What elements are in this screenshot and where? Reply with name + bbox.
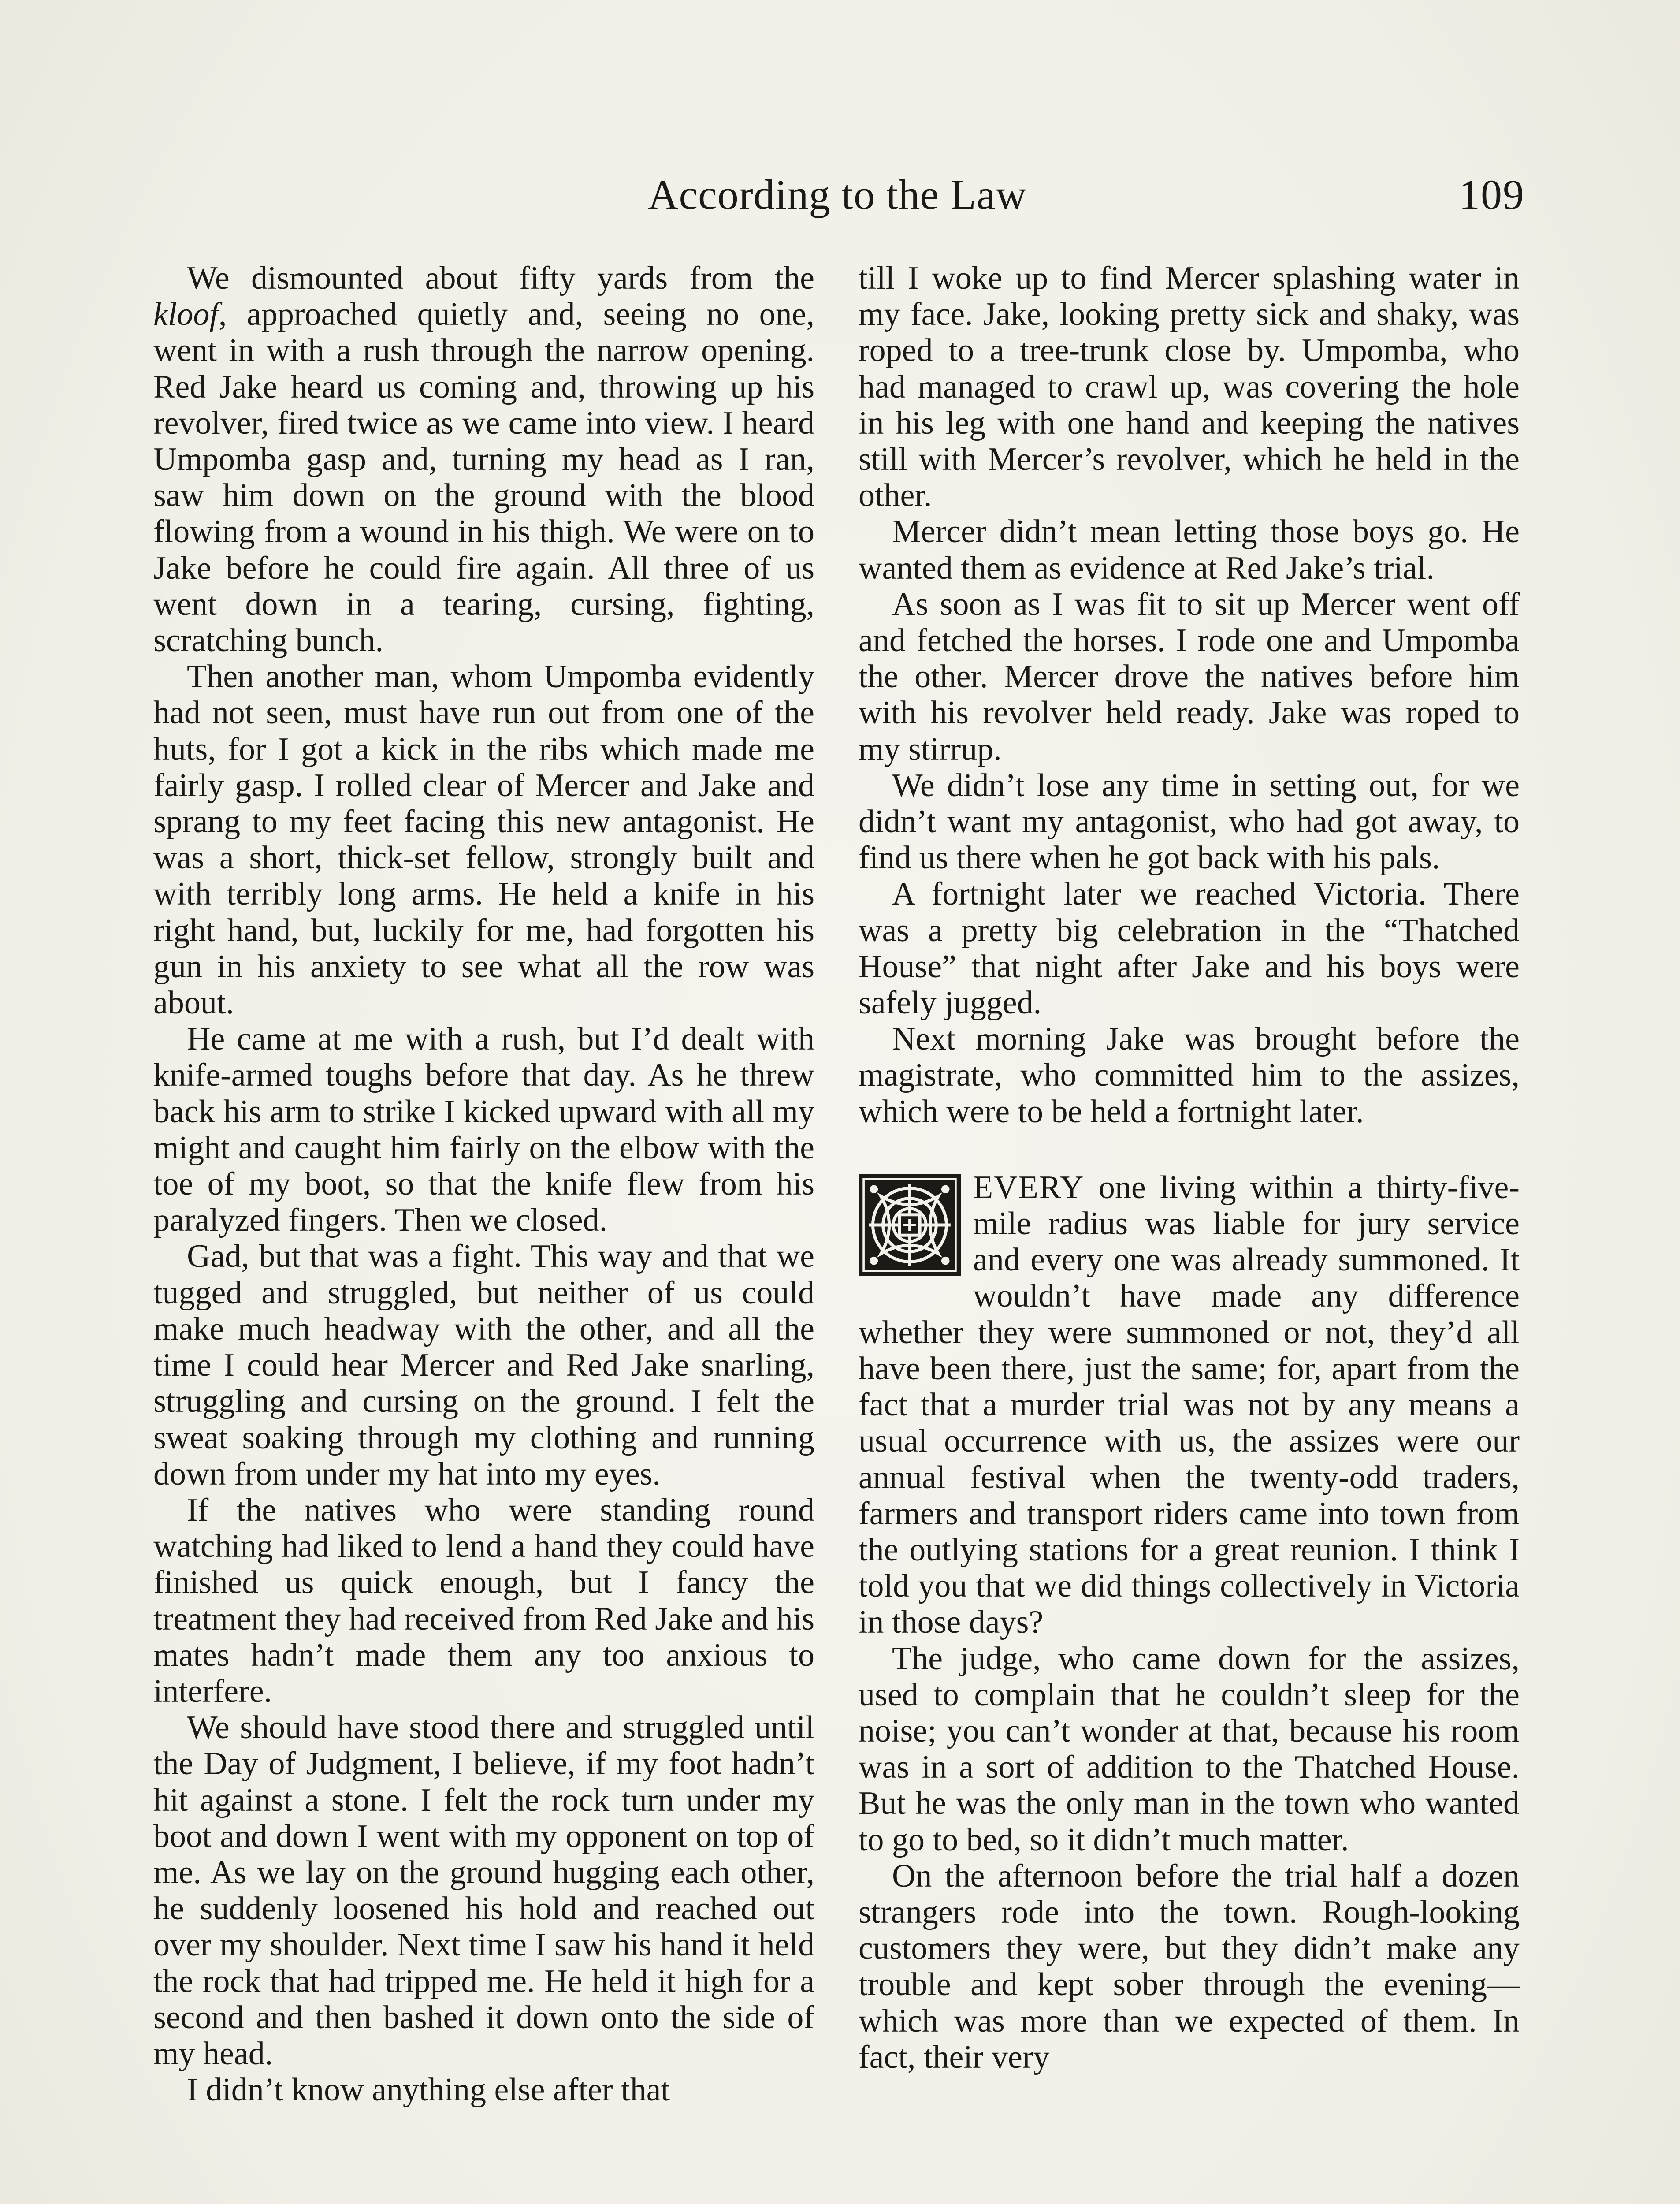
paragraph: The judge, who came down for the assizes, used to complain that he couldn’t sleep for the noise; you can’t wonder at that, because his room was in a sort of addition to the Thatched House. But he was the only man in the town who wanted to go to bed, so it didn’t much matter. xyxy=(859,1640,1520,1858)
paragraph-text: We dismounted about fifty yards from the xyxy=(187,260,814,296)
paragraph: Gad, but that was a fight. This way and that we tugged and struggled, but neither of us could make much headway with the other, and all the time I could hear Mercer and Red Jake snarling, struggling and cursing on the ground. I felt the sweat soaking through my clothing and running down from under my hat into my eyes. xyxy=(153,1238,814,1492)
paragraph: I didn’t know anything else after that xyxy=(187,2072,670,2108)
paragraph: We should have stood there and struggled until the Day of Judgment, I believe, if my foot hadn’t hit against a stone. I felt the rock turn under my boot and down I went with my opponent on top of me. As we lay on the ground hugging each other, he suddenly loosened his hold and reached out over my shoulder. Next time I saw his hand it held the rock that had tripped me. He held it high for a second and then bashed it down onto the side of my head. xyxy=(153,1709,814,2072)
right-column xyxy=(859,260,1520,2204)
paragraph: He came at me with a rush, but I’d dealt with knife-armed toughs before that day. As he threw back his arm to strike I kicked upward with all my might and caught him fairly on the elbow with the toe of my boot, so that the knife flew from his paralyzed fingers. Then we closed. xyxy=(153,1021,814,1239)
paragraph-text: one living within a thirty-five-mile radius was liable for jury service and every one was already summoned. It wouldn’t have made any difference whether they were summoned or not, they’d all have been there, just the same; for, apart from the fact that a murder trial was not by any means a usual occurrence with us, the assizes were our annual festival when the twenty-odd traders, farmers and transport riders came into town from the outlying stations for a great reunion. I think I told you that we did things collectively in Victoria in those days? xyxy=(859,1169,1520,1641)
paragraph: If the natives who were standing round watching had liked to lend a hand they could have finished us quick enough, but I fancy the treatment they had received from Red Jake and his mates hadn’t made them any too anxious to interfere. xyxy=(153,1492,814,1709)
paragraph: As soon as I was fit to sit up Mercer went off and fetched the horses. I rode one and Umpomba the other. Mercer drove the natives before him with his revolver held ready. Jake was roped to my stirrup. xyxy=(859,586,1520,767)
italic-word: kloof xyxy=(153,296,219,333)
paragraph: Then another man, whom Umpomba evidently had not seen, must have run out from one of the huts, for I got a kick in the ribs which made me fairly gasp. I rolled clear of Mercer and Jake and sprang to my feet facing this new antagonist. He was a short, thick-set fellow, strongly built and with terribly long arms. He held a knife in his right hand, but, luckily for me, had forgotten his gun in his anxiety to see what all the row was about. xyxy=(153,659,814,1021)
running-title: According to the Law xyxy=(648,171,1027,218)
paragraph: Mercer didn’t mean letting those boys go. He wanted them as evidence at Red Jake’s trial. xyxy=(859,514,1520,586)
left-column xyxy=(153,260,814,2204)
paragraph: On the afternoon before the trial half a dozen strangers rode into the town. Rough-looking customers they were, but they didn’t make any trouble and kept sober through the evening—which was more than we expected of them. In fact, their very xyxy=(859,1858,1520,2075)
celtic-knot-ornament-icon xyxy=(859,1174,961,1276)
section-first-word: EVERY xyxy=(973,1169,1085,1206)
section-opening-paragraph xyxy=(859,1169,1520,1641)
paragraph: We didn’t lose any time in setting out, for we didn’t want my antagonist, who had got away, to find us there when he got back with his pals. xyxy=(859,767,1520,876)
paragraph xyxy=(153,260,814,659)
page-header xyxy=(150,164,1525,226)
page-number: 109 xyxy=(1459,171,1525,218)
paragraph: till I woke up to find Mercer splashing water in my face. Jake, looking pretty sick and shaky, was roped to a tree-trunk close by. Umpomba, who had managed to crawl up, was covering the hole in his leg with one hand and keeping the natives still with Mercer’s revolver, which he held in the other. xyxy=(859,260,1520,514)
paragraph: Next morning Jake was brought before the magistrate, who committed him to the assizes, which were to be held a fortnight later. xyxy=(859,1021,1520,1130)
paragraph: A fortnight later we reached Victoria. There was a pretty big celebration in the “Thatched House” that night after Jake and his boys were safely jugged. xyxy=(859,876,1520,1021)
paragraph-text: , approached quietly and, seeing no one, went in with a rush through the narrow opening. Red Jake heard us coming and, throwing up his revolver, fired twice as we came into view. I heard Umpomba gasp and, turning my head as I ran, saw him down on the ground with the blood flowing from a wound in his thigh. We were on to Jake before he could fire again. All three of us went down in a tearing, cursing, fighting, scratching bunch. xyxy=(153,296,814,659)
